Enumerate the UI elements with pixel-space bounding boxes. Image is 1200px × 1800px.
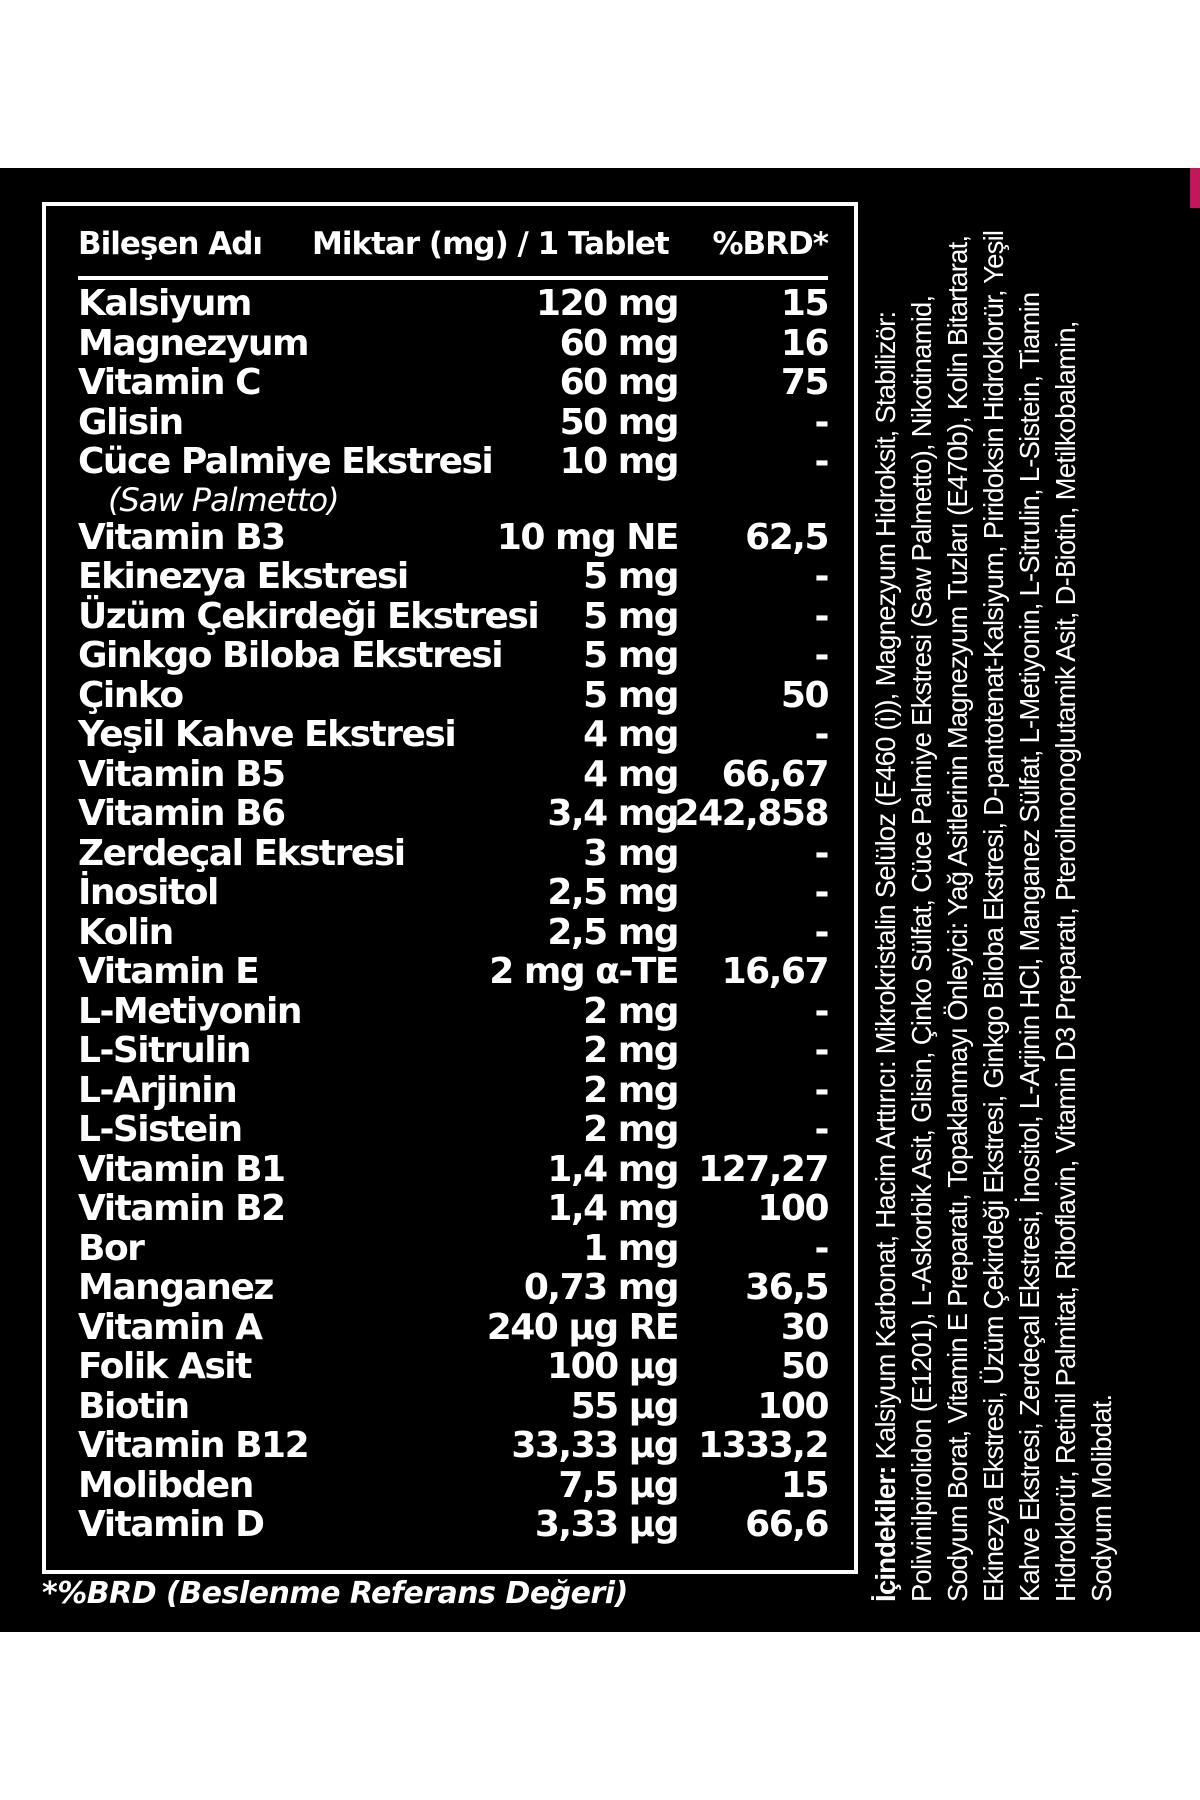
amount-value: 2 mg — [583, 1109, 678, 1150]
component-name: Vitamin B1 — [78, 1148, 285, 1190]
table-row — [78, 952, 828, 992]
table-row — [78, 1347, 828, 1387]
component-name: L-Arjinin — [78, 1069, 237, 1111]
amount-value: 2 mg — [583, 990, 678, 1032]
amount-value: 2,5 mg — [547, 872, 678, 913]
brd-value: 127,27 — [698, 1148, 828, 1190]
brd-value: 15 — [780, 1464, 828, 1506]
brd-value: 100 — [757, 1385, 828, 1427]
brd-value: 62,5 — [745, 516, 828, 558]
component-name: Vitamin C — [78, 362, 261, 403]
component-name: L-Metiyonin — [78, 990, 301, 1032]
supplement-label — [0, 168, 1200, 1632]
saw-palmetto-note: (Saw Palmetto) — [108, 480, 339, 519]
amount-value: 1,4 mg — [547, 1148, 678, 1190]
amount-value: 100 µg — [547, 1346, 678, 1387]
brd-value: - — [814, 1030, 828, 1071]
brd-value: 66,6 — [745, 1504, 828, 1545]
component-name: Manganez — [78, 1267, 273, 1308]
table-row — [78, 676, 828, 716]
brd-value: - — [814, 832, 828, 874]
accent-strip — [1190, 168, 1200, 208]
amount-value: 10 mg NE — [496, 516, 678, 558]
brd-value: - — [814, 595, 828, 637]
brd-value: 15 — [780, 283, 828, 324]
brd-value: 100 — [757, 1188, 828, 1229]
component-name: Vitamin B5 — [78, 753, 285, 795]
brd-value: - — [814, 1109, 828, 1150]
brd-footnote: *%BRD (Beslenme Referans Değeri) — [42, 1576, 628, 1611]
component-name: Vitamin B6 — [78, 793, 285, 834]
brd-value: - — [814, 1227, 828, 1269]
table-row — [78, 834, 828, 874]
component-name: Vitamin D — [78, 1504, 264, 1545]
component-name: Kalsiyum — [78, 283, 251, 324]
component-name: İnositol — [78, 872, 218, 913]
component-name: Ginkgo Biloba Ekstresi — [78, 635, 503, 676]
table-row — [78, 992, 828, 1032]
table-row — [78, 597, 828, 637]
header-component-name: Bileşen Adı — [78, 226, 263, 262]
brd-value: 66,67 — [721, 753, 828, 795]
amount-value: 2 mg — [583, 1069, 678, 1111]
amount-value: 10 mg — [559, 441, 678, 482]
amount-value: 55 µg — [570, 1385, 678, 1427]
table-row — [78, 913, 828, 953]
brd-value: - — [814, 556, 828, 597]
amount-value: 5 mg — [583, 595, 678, 637]
amount-value: 3,33 µg — [534, 1504, 678, 1545]
brd-value: - — [814, 1069, 828, 1111]
amount-value: 4 mg — [583, 753, 678, 795]
component-name: Folik Asit — [78, 1346, 251, 1387]
amount-value: 5 mg — [583, 556, 678, 597]
component-name: Vitamin B2 — [78, 1188, 285, 1229]
table-row — [78, 1505, 828, 1545]
header-divider — [78, 276, 828, 280]
component-name: L-Sitrulin — [78, 1030, 251, 1071]
amount-value: 7,5 µg — [558, 1464, 678, 1506]
table-row — [78, 715, 828, 755]
table-row — [78, 1426, 828, 1466]
table-row — [78, 636, 828, 676]
ingredients-panel — [868, 222, 1188, 1602]
table-row — [78, 755, 828, 795]
table-row — [78, 442, 828, 482]
ingredients-list: Kalsiyum Karbonat, Hacim Arttırıcı: Mikrokristalin Selüloz (E460 (i)), Magnezyum Hidroksit, Stabilizör: Polivinilpirolidon (E1201), L-Askorbik Asit, Glisin, Çinko Sülfat, Cüce Palmiye Ekstresi (Saw Palmetto), Nikotinamid, Sodyum Borat, Vitamin E Preparatı, Topaklanmayı Önleyici: Yağ Asitlerinin Magnezyum Tuzları (E470b), Kolin Bitartarat, Ekinezya Ekstresi, Üzüm Çekirdeği Ekstresi, Ginkgo Biloba Ekstresi, D-pantotenat-Kalsiyum, Piridoksin Hidroklorür, Yeşil Kahve Ekstresi, Zerdeçal Ekstresi, İnositol, L-Arjinin HCl, Manganez Sülfat, L-Metiyonin, L-Sitrulin, L-Sistein, Tiamin Hidroklorür, Retinil Palmitat, Riboflavin, Vitamin D3 Preparatı, Pteroilmonoglutamik Asit, D-Biotin, Metilkobalamin, Sodyum Molibdat. — [870, 230, 1117, 1602]
brd-value: 16 — [780, 322, 828, 364]
component-name: Cüce Palmiye Ekstresi — [78, 441, 493, 482]
table-row — [78, 284, 828, 324]
component-name: Glisin — [78, 401, 183, 443]
component-name: Vitamin B12 — [78, 1425, 309, 1466]
component-name: Zerdeçal Ekstresi — [78, 832, 405, 874]
amount-value: 2 mg α-TE — [489, 951, 678, 992]
table-row — [78, 1189, 828, 1229]
component-name: L-Sistein — [78, 1109, 242, 1150]
component-name: Çinko — [78, 674, 183, 716]
table-row — [78, 1387, 828, 1427]
table-row — [78, 1466, 828, 1506]
table-row — [78, 1110, 828, 1150]
table-row — [78, 1071, 828, 1111]
component-name: Bor — [78, 1227, 144, 1269]
amount-value: 5 mg — [583, 635, 678, 676]
amount-value: 33,33 µg — [511, 1425, 678, 1466]
table-row — [78, 557, 828, 597]
brd-value: 242,858 — [674, 793, 828, 834]
brd-value: 75 — [780, 362, 828, 403]
amount-value: 1 mg — [583, 1227, 678, 1269]
brd-value: - — [814, 714, 828, 755]
amount-value: 3 mg — [583, 832, 678, 874]
component-name: Yeşil Kahve Ekstresi — [78, 714, 456, 755]
amount-value: 60 mg — [559, 362, 678, 403]
brd-value: - — [814, 401, 828, 443]
amount-value: 2,5 mg — [547, 911, 678, 953]
table-row — [78, 1150, 828, 1190]
brd-value: 36,5 — [745, 1267, 828, 1308]
component-name: Kolin — [78, 911, 173, 953]
amount-value: 1,4 mg — [547, 1188, 678, 1229]
brd-value: - — [814, 441, 828, 482]
ingredients-label: İçindekiler: — [870, 1466, 901, 1602]
component-name: Magnezyum — [78, 322, 308, 364]
brd-value: - — [814, 635, 828, 676]
brd-value: - — [814, 911, 828, 953]
component-name: Vitamin E — [78, 951, 259, 992]
table-row — [78, 794, 828, 834]
table-row-subnote — [78, 482, 828, 518]
ingredients-text — [868, 222, 1178, 1602]
table-row — [78, 1229, 828, 1269]
brd-value: 16,67 — [721, 951, 828, 992]
amount-value: 0,73 mg — [523, 1267, 678, 1308]
header-amount: Miktar (mg) / 1 Tablet — [312, 226, 669, 262]
component-name: Üzüm Çekirdeği Ekstresi — [78, 595, 539, 637]
component-name: Molibden — [78, 1464, 253, 1506]
amount-value: 5 mg — [583, 674, 678, 716]
table-row — [78, 518, 828, 558]
brd-value: 50 — [780, 1346, 828, 1387]
amount-value: 240 µg RE — [486, 1306, 678, 1348]
amount-value: 120 mg — [536, 283, 678, 324]
component-name: Vitamin B3 — [78, 516, 285, 558]
brd-value: 50 — [780, 674, 828, 716]
nutrition-table — [42, 202, 858, 1574]
amount-value: 4 mg — [583, 714, 678, 755]
table-row — [78, 1031, 828, 1071]
component-name: Vitamin A — [78, 1306, 262, 1348]
table-row — [78, 363, 828, 403]
brd-value: 1333,2 — [698, 1425, 828, 1466]
brd-value: - — [814, 872, 828, 913]
header-brd: %BRD* — [712, 226, 828, 262]
table-row — [78, 324, 828, 364]
brd-value: - — [814, 990, 828, 1032]
table-row — [78, 873, 828, 913]
amount-value: 50 mg — [559, 401, 678, 443]
amount-value: 2 mg — [583, 1030, 678, 1071]
table-row — [78, 1308, 828, 1348]
component-name: Biotin — [78, 1385, 189, 1427]
table-row — [78, 403, 828, 443]
component-name: Ekinezya Ekstresi — [78, 556, 408, 597]
amount-value: 3,4 mg — [547, 793, 678, 834]
table-row — [78, 1268, 828, 1308]
table-body — [78, 284, 828, 1545]
brd-value: 30 — [780, 1306, 828, 1348]
amount-value: 60 mg — [559, 322, 678, 364]
